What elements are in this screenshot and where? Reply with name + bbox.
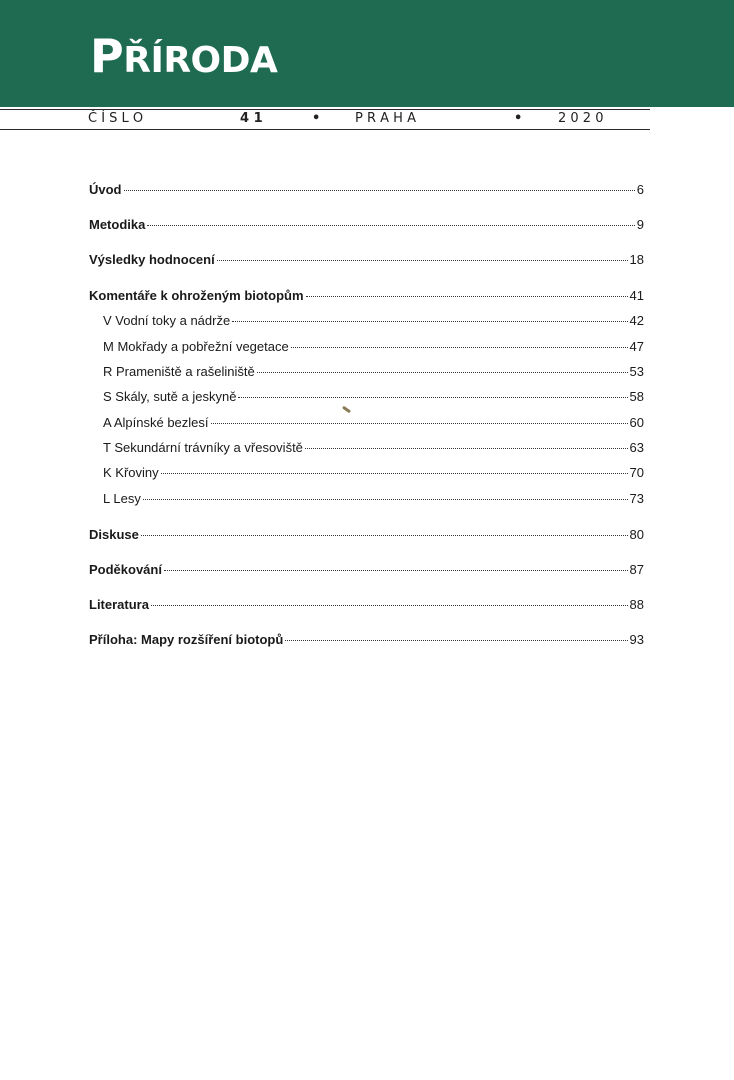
paper-speck <box>342 406 351 414</box>
toc-entry-label: K Křoviny <box>103 465 159 480</box>
toc-entry-mokrady[interactable] <box>89 338 644 356</box>
toc-leader-dots <box>147 225 634 226</box>
issue-separator-2: • <box>514 111 523 126</box>
toc-entry-page: 63 <box>629 440 644 455</box>
journal-title-text: PŘÍRODA <box>90 29 278 83</box>
toc-entry-prameniste[interactable] <box>89 363 644 381</box>
toc-entry-label: S Skály, sutě a jeskyně <box>103 389 237 404</box>
toc-entry-label: Výsledky hodnocení <box>89 252 215 267</box>
toc-leader-dots <box>306 296 628 297</box>
journal-title <box>90 28 277 89</box>
toc-entry-skaly[interactable] <box>89 388 644 406</box>
toc-leader-dots <box>291 347 628 348</box>
toc-entry-label: Poděkování <box>89 562 162 577</box>
toc-entry-label: Komentáře k ohroženým biotopům <box>89 288 304 303</box>
issue-separator-1: • <box>312 111 321 126</box>
toc-leader-dots <box>238 397 627 398</box>
toc-entry-page: 47 <box>629 339 644 354</box>
issue-city: P R A H A <box>355 111 416 126</box>
toc-entry-page: 93 <box>629 632 644 647</box>
issue-number: 4 1 <box>240 111 263 126</box>
toc-leader-dots <box>151 605 628 606</box>
toc-leader-dots <box>124 190 635 191</box>
toc-leader-dots <box>285 640 627 641</box>
toc-entry-page: 9 <box>636 217 644 232</box>
toc-entry-label: R Prameniště a rašeliniště <box>103 364 255 379</box>
toc-leader-dots <box>257 372 628 373</box>
toc-entry-priloha[interactable] <box>89 631 644 649</box>
toc-leader-dots <box>305 448 628 449</box>
toc-leader-dots <box>161 473 628 474</box>
toc-entry-label: T Sekundární trávníky a vřesoviště <box>103 440 303 455</box>
toc-leader-dots <box>217 260 628 261</box>
toc-entry-komentare[interactable] <box>89 287 644 305</box>
toc-entry-label: A Alpínské bezlesí <box>103 415 209 430</box>
toc-leader-dots <box>232 321 627 322</box>
toc-entry-metodika[interactable] <box>89 216 644 234</box>
toc-entry-page: 60 <box>629 415 644 430</box>
toc-entry-kroviny[interactable] <box>89 464 644 482</box>
issue-rule-top <box>0 109 650 110</box>
toc-entry-label: Diskuse <box>89 527 139 542</box>
issue-year: 2 0 2 0 <box>558 111 604 126</box>
toc-entry-page: 18 <box>629 252 644 267</box>
toc-entry-alpinske[interactable] <box>89 414 644 432</box>
toc-entry-label: V Vodní toky a nádrže <box>103 313 231 328</box>
toc-entry-sekundarni[interactable] <box>89 439 644 457</box>
issue-label: Č Í S L O <box>88 111 144 126</box>
toc-entry-lesy[interactable] <box>89 490 644 508</box>
masthead-band <box>0 0 734 107</box>
toc-leader-dots <box>143 499 628 500</box>
toc-entry-page: 87 <box>629 562 644 577</box>
issue-rule-bottom <box>0 129 650 130</box>
toc-entry-page: 88 <box>629 597 644 612</box>
toc-entry-label: M Mokřady a pobřežní vegetace <box>103 339 289 354</box>
toc-entry-label: Literatura <box>89 597 149 612</box>
toc-leader-dots <box>164 570 628 571</box>
toc-entry-uvod[interactable] <box>89 181 644 199</box>
toc-entry-page: 80 <box>629 527 644 542</box>
toc-entry-page: 70 <box>629 465 644 480</box>
toc-entry-page: 73 <box>629 491 644 506</box>
toc-entry-vysledky[interactable] <box>89 251 644 269</box>
toc-entry-literatura[interactable] <box>89 596 644 614</box>
toc-entry-vodni-toky[interactable] <box>89 312 644 330</box>
toc-entry-label: L Lesy <box>103 491 141 506</box>
toc-entry-label: Úvod <box>89 182 122 197</box>
toc-entry-diskuse[interactable] <box>89 526 644 544</box>
toc-entry-page: 6 <box>636 182 644 197</box>
toc-entry-page: 58 <box>629 389 644 404</box>
toc-entry-podekovani[interactable] <box>89 561 644 579</box>
toc-entry-page: 42 <box>629 313 644 328</box>
toc-leader-dots <box>211 423 628 424</box>
toc-leader-dots <box>141 535 628 536</box>
toc-entry-page: 53 <box>629 364 644 379</box>
toc-entry-label: Příloha: Mapy rozšíření biotopů <box>89 632 284 647</box>
toc-entry-page: 41 <box>629 288 644 303</box>
toc-entry-label: Metodika <box>89 217 146 232</box>
